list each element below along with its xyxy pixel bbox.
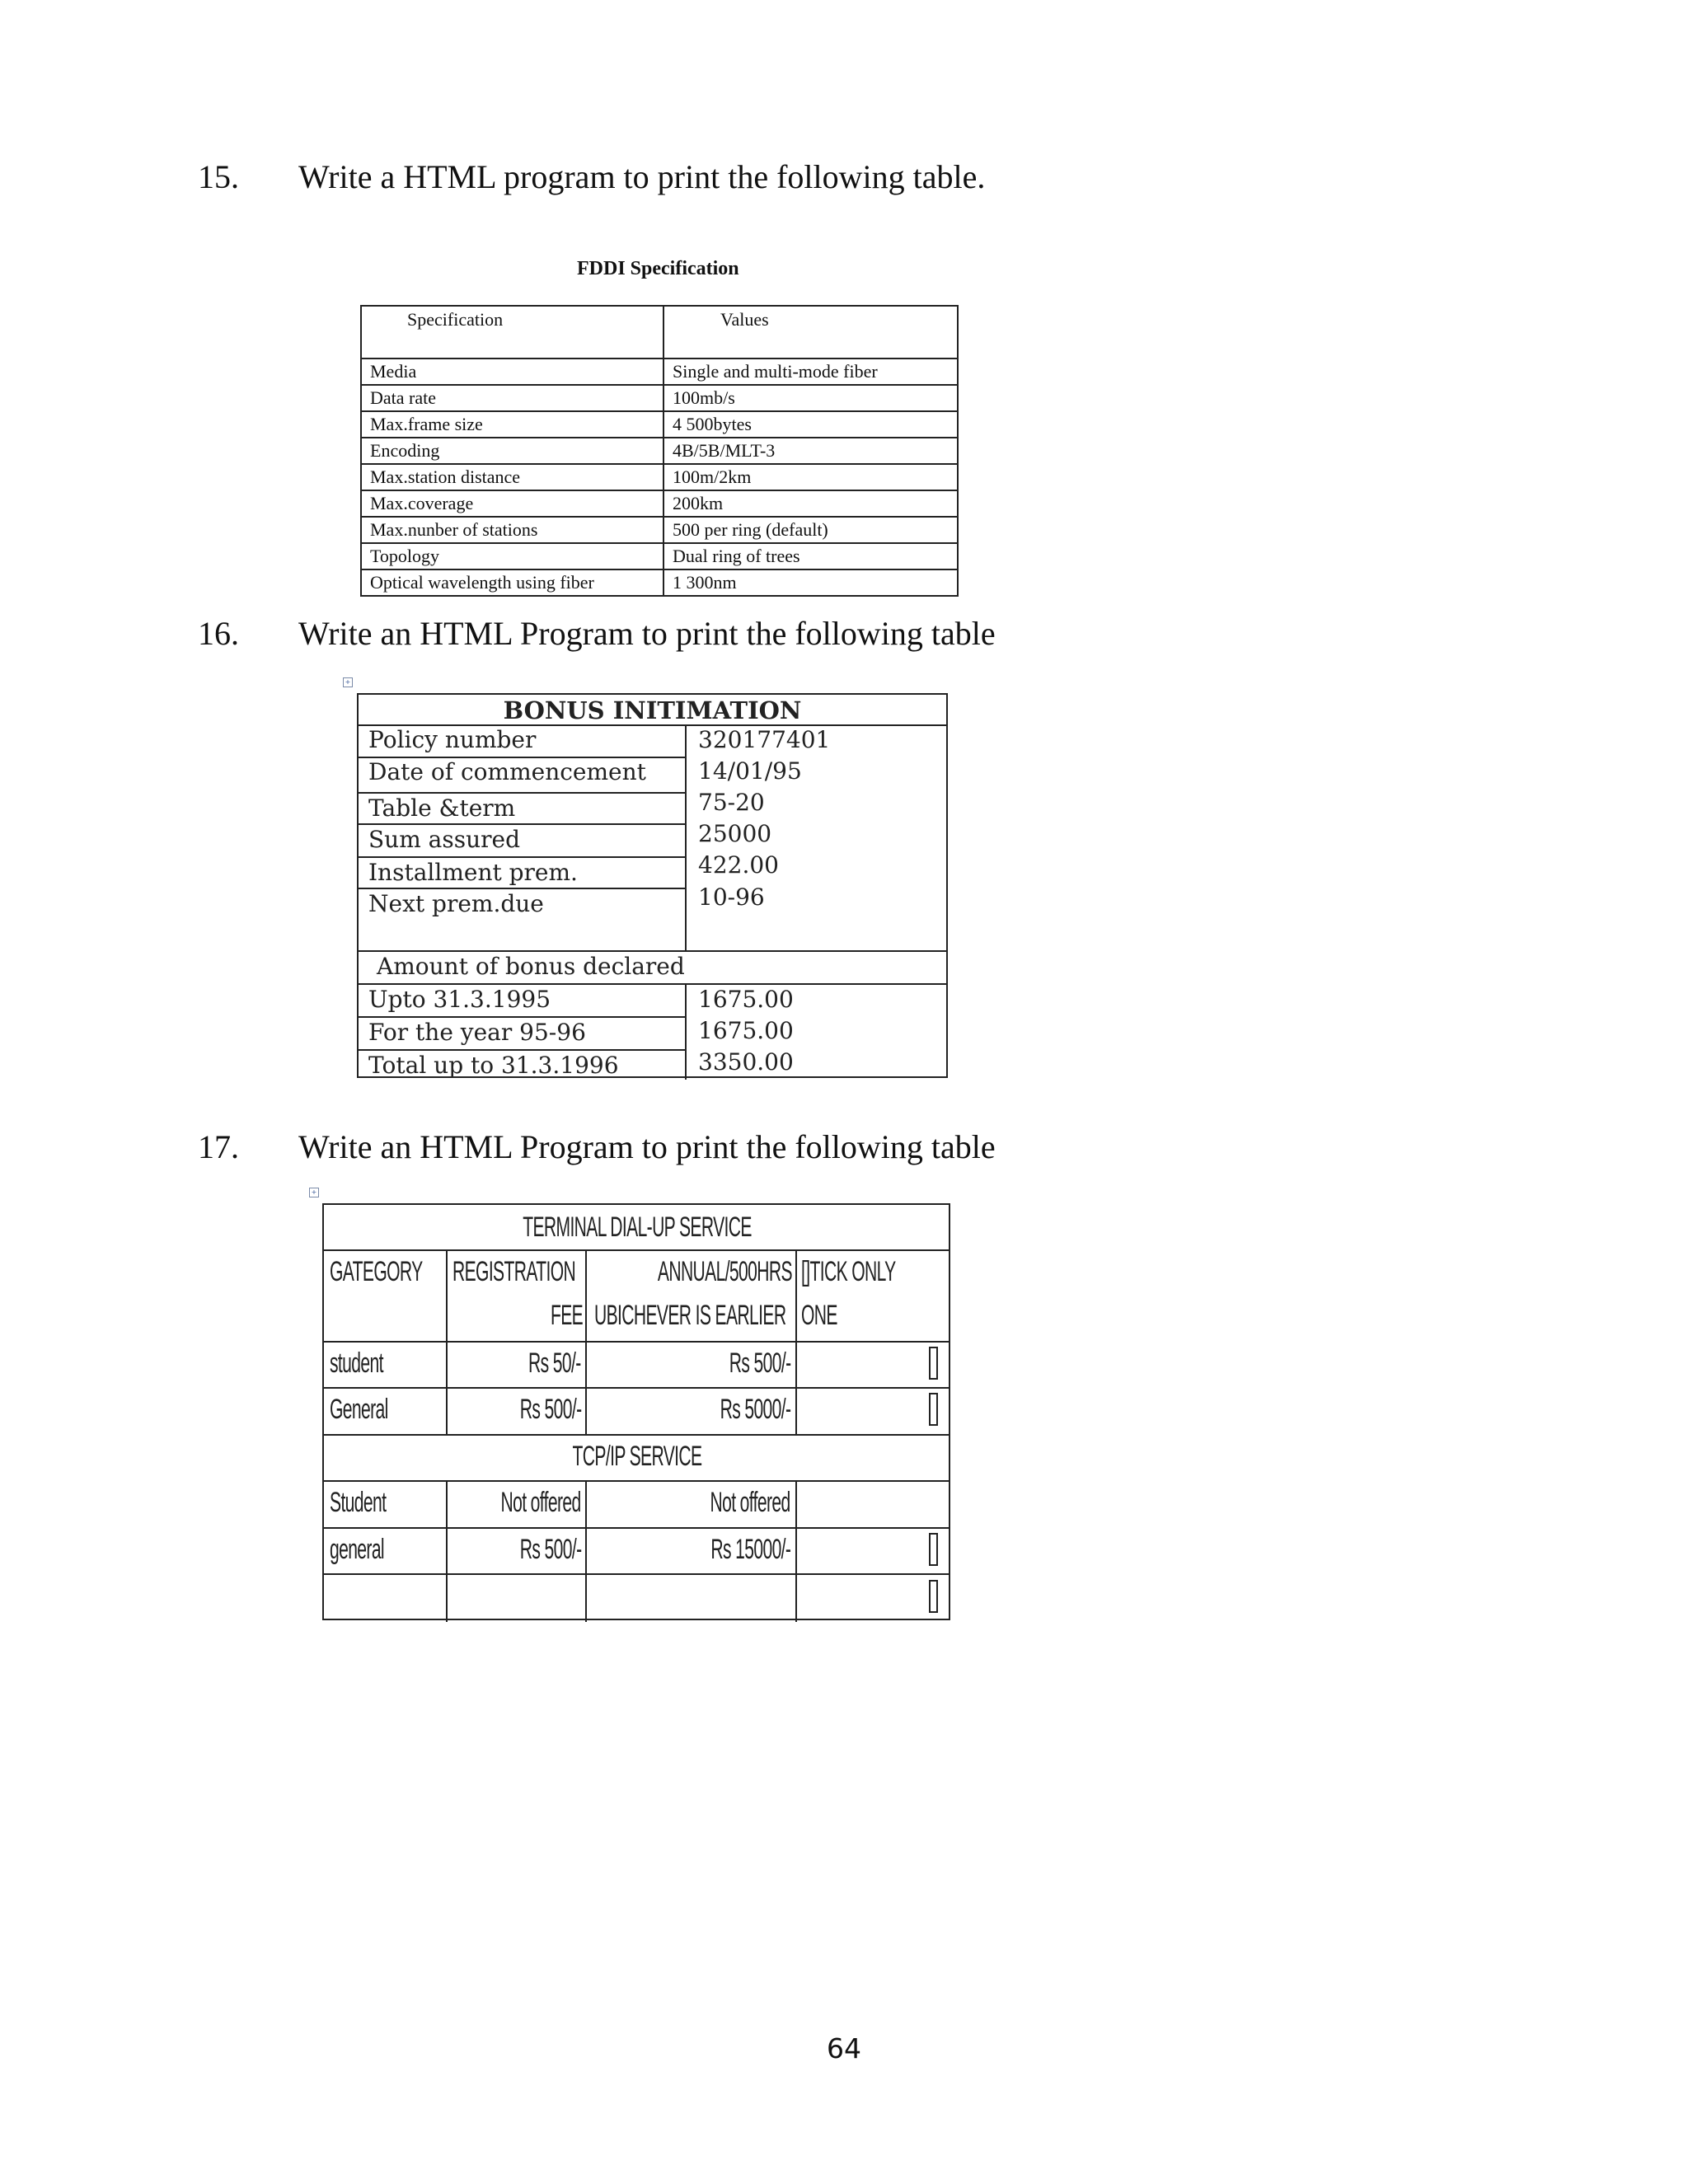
terminal-table bbox=[322, 1203, 950, 1620]
tcpip-section-title: TCP/IP SERVICE bbox=[572, 1441, 702, 1472]
bonus-label: Upto 31.3.1995 bbox=[368, 986, 551, 1013]
table-row bbox=[361, 464, 958, 490]
tick-checkbox[interactable] bbox=[929, 1393, 938, 1426]
spec-cell: Data rate bbox=[361, 385, 663, 411]
fddi-table bbox=[360, 305, 959, 597]
bonus-value: 75-20 bbox=[698, 789, 765, 816]
column-divider bbox=[585, 1480, 587, 1622]
fee-cell: Not offered bbox=[500, 1487, 581, 1518]
value-cell: Dual ring of trees bbox=[663, 543, 958, 569]
row-divider bbox=[324, 1387, 949, 1389]
header-cell: GATEGORY bbox=[330, 1256, 423, 1287]
bonus-value: 320177401 bbox=[698, 726, 831, 753]
row-divider bbox=[324, 1249, 949, 1251]
column-divider bbox=[585, 1249, 587, 1434]
table-row bbox=[361, 385, 958, 411]
table-row bbox=[361, 543, 958, 569]
header-cell: Values bbox=[663, 306, 958, 359]
bonus-label: For the year 95-96 bbox=[368, 1019, 586, 1046]
row-divider bbox=[359, 1049, 685, 1051]
header-cell: UBICHEVER IS EARLIER bbox=[594, 1300, 786, 1331]
row-divider bbox=[359, 823, 685, 825]
spec-cell: Encoding bbox=[361, 438, 663, 464]
spec-cell: Max.frame size bbox=[361, 411, 663, 438]
table-move-handle-icon[interactable]: + bbox=[309, 1188, 319, 1197]
bonus-label: Table &term bbox=[368, 794, 516, 822]
question-number: 17. bbox=[198, 1128, 239, 1165]
row-divider bbox=[359, 792, 685, 794]
row-divider bbox=[324, 1480, 949, 1482]
question-number: 15. bbox=[198, 158, 239, 195]
fee-cell: Rs 50/- bbox=[528, 1347, 581, 1379]
value-cell: 200km bbox=[663, 490, 958, 517]
value-cell: 1 300nm bbox=[663, 569, 958, 596]
tick-checkbox[interactable] bbox=[929, 1580, 938, 1613]
table-header-row bbox=[361, 306, 958, 359]
bonus-value: 1675.00 bbox=[698, 986, 794, 1013]
bonus-value: 422.00 bbox=[698, 851, 779, 879]
bonus-label: Installment prem. bbox=[368, 859, 578, 886]
fee-cell: Rs 500/- bbox=[519, 1394, 581, 1425]
tick-checkbox[interactable] bbox=[929, 1347, 938, 1380]
annual-cell: Rs 15000/- bbox=[710, 1534, 790, 1565]
header-cell: []TICK ONLY bbox=[801, 1256, 896, 1287]
category-cell: General bbox=[330, 1394, 388, 1425]
question-text: Write an HTML Program to print the following table bbox=[298, 615, 996, 652]
spec-cell: Max.station distance bbox=[361, 464, 663, 490]
tick-checkbox[interactable] bbox=[929, 1533, 938, 1566]
bonus-table bbox=[357, 693, 948, 1078]
table-row bbox=[361, 359, 958, 385]
table-row bbox=[361, 490, 958, 517]
row-divider bbox=[359, 1016, 685, 1018]
spec-cell: Max.coverage bbox=[361, 490, 663, 517]
table-row bbox=[361, 517, 958, 543]
value-cell: 4 500bytes bbox=[663, 411, 958, 438]
header-cell: Specification bbox=[361, 306, 663, 359]
row-divider bbox=[359, 950, 946, 952]
spec-cell: Media bbox=[361, 359, 663, 385]
page-number: 64 bbox=[827, 2032, 861, 2064]
question-text: Write a HTML program to print the following table. bbox=[298, 158, 986, 195]
column-divider bbox=[795, 1480, 797, 1622]
bonus-value: 25000 bbox=[698, 820, 772, 847]
table-row bbox=[361, 569, 958, 596]
value-cell: 100mb/s bbox=[663, 385, 958, 411]
bonus-value: 1675.00 bbox=[698, 1017, 794, 1044]
spec-cell: Optical wavelength using fiber bbox=[361, 569, 663, 596]
row-divider bbox=[359, 983, 946, 985]
fee-cell: Rs 500/- bbox=[519, 1534, 581, 1565]
column-divider bbox=[685, 983, 687, 1080]
value-cell: 500 per ring (default) bbox=[663, 517, 958, 543]
header-cell: FEE bbox=[550, 1300, 583, 1331]
category-cell: Student bbox=[330, 1487, 387, 1518]
annual-cell: Rs 500/- bbox=[729, 1347, 790, 1379]
column-divider bbox=[446, 1249, 448, 1434]
value-cell: Single and multi-mode fiber bbox=[663, 359, 958, 385]
row-divider bbox=[324, 1341, 949, 1343]
question-number: 16. bbox=[198, 615, 239, 652]
fddi-table-title: FDDI Specification bbox=[577, 258, 739, 279]
category-cell: general bbox=[330, 1534, 384, 1565]
row-divider bbox=[359, 856, 685, 858]
bonus-section-label: Amount of bonus declared bbox=[377, 953, 685, 980]
row-divider bbox=[324, 1527, 949, 1529]
header-cell: ONE bbox=[801, 1300, 837, 1331]
table-row bbox=[361, 438, 958, 464]
header-cell: REGISTRATION bbox=[452, 1256, 576, 1287]
annual-cell: Not offered bbox=[710, 1487, 790, 1518]
row-divider bbox=[324, 1573, 949, 1575]
value-cell: 4B/5B/MLT-3 bbox=[663, 438, 958, 464]
column-divider bbox=[446, 1480, 448, 1622]
column-divider bbox=[795, 1249, 797, 1434]
bonus-label: Next prem.due bbox=[368, 890, 544, 917]
bonus-value: 14/01/95 bbox=[698, 757, 802, 785]
question-text: Write an HTML Program to print the following table bbox=[298, 1128, 996, 1165]
bonus-label: Date of commencement bbox=[368, 758, 646, 785]
column-divider bbox=[685, 724, 687, 950]
row-divider bbox=[359, 888, 685, 889]
bonus-label: Total up to 31.3.1996 bbox=[368, 1052, 619, 1079]
table-move-handle-icon[interactable]: + bbox=[343, 677, 353, 687]
table-row bbox=[361, 411, 958, 438]
bonus-label: Policy number bbox=[368, 726, 537, 753]
bonus-value: 10-96 bbox=[698, 883, 765, 911]
terminal-table-title: TERMINAL DIAL-UP SERVICE bbox=[523, 1212, 752, 1243]
category-cell: student bbox=[330, 1347, 383, 1379]
header-cell: ANNUAL/500HRS bbox=[658, 1256, 792, 1287]
bonus-value: 3350.00 bbox=[698, 1048, 794, 1076]
row-divider bbox=[324, 1434, 949, 1436]
bonus-label: Sum assured bbox=[368, 826, 521, 853]
value-cell: 100m/2km bbox=[663, 464, 958, 490]
spec-cell: Topology bbox=[361, 543, 663, 569]
bonus-table-title: BONUS INITIMATION bbox=[503, 696, 802, 724]
annual-cell: Rs 5000/- bbox=[720, 1394, 790, 1425]
spec-cell: Max.nunber of stations bbox=[361, 517, 663, 543]
